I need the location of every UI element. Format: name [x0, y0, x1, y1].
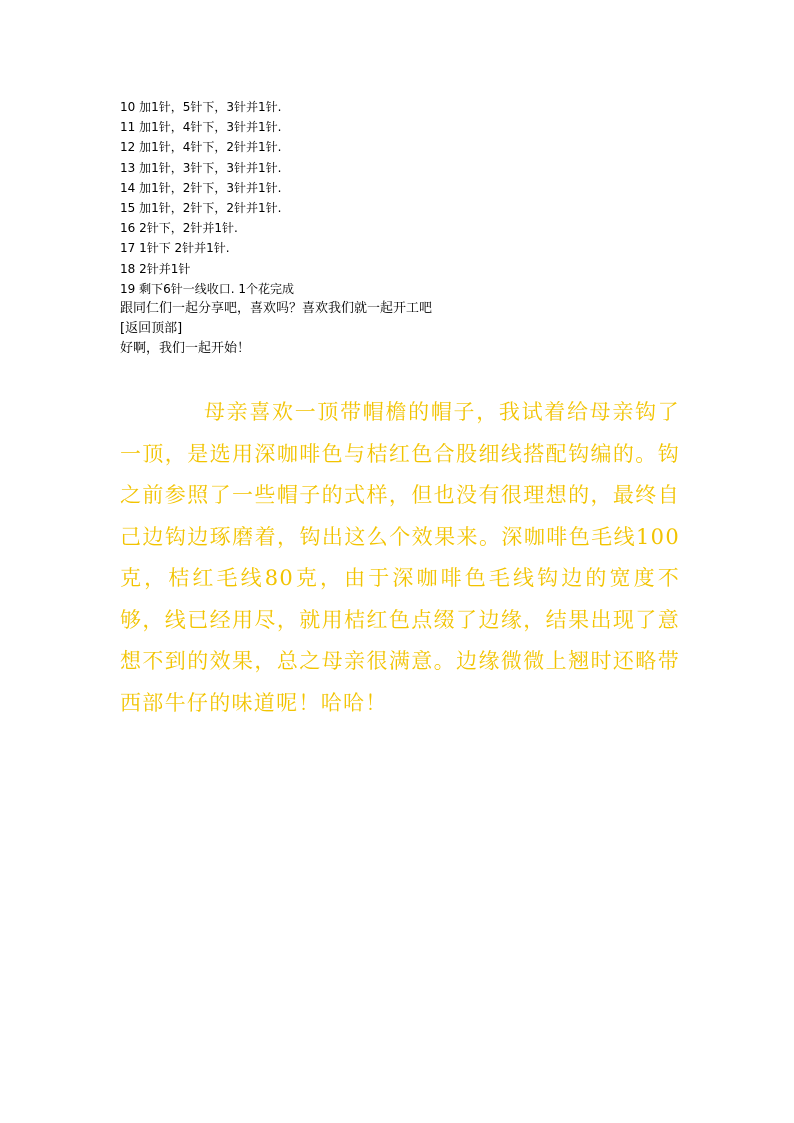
story-paragraph: 母亲喜欢一顶带帽檐的帽子，我试着给母亲钩了一顶，是选用深咖啡色与桔红色合股细线搭配钩编的。钩之前参照了一些帽子的式样，但也没有很理想的，最终自己边钩边琢磨着，钩出这么个效果来。深咖啡色毛线100克，桔红毛线80克，由于深咖啡色毛线钩边的宽度不够，线已经用尽，就用桔红色点缀了边缘，结果出现了意想不到的效果，总之母亲很满意。边缘微微上翘时还略带西部牛仔的味道呢！哈哈！	[120, 400, 680, 715]
step-line: 11 加1针，4针下，3针并1针.	[120, 120, 282, 135]
step-line: 18 2针并1针	[120, 261, 191, 276]
step-line: 17 1针下 2针并1针.	[120, 241, 230, 256]
step-line: 10 加1针，5针下，3针并1针.	[120, 100, 282, 114]
crochet-steps	[120, 97, 680, 359]
step-line: 15 加1针，2针下，2针并1针.	[120, 200, 282, 215]
reply-text: 好啊，我们一起开始！	[120, 341, 251, 357]
step-line: 12 加1针，4针下，2针并1针.	[120, 140, 282, 155]
share-text: 跟同仁们一起分享吧，喜欢吗？喜欢我们就一起开工吧	[120, 300, 433, 316]
step-line: 19 剩下6针一线收口. 1个花完成	[120, 281, 294, 296]
step-line: 14 加1针，2针下，3针并1针.	[120, 180, 282, 195]
step-line: 13 加1针，3针下，3针并1针.	[120, 160, 282, 175]
back-to-top-link[interactable]: [返回顶部]	[120, 321, 183, 337]
step-line: 16 2针下，2针并1针.	[120, 221, 238, 236]
